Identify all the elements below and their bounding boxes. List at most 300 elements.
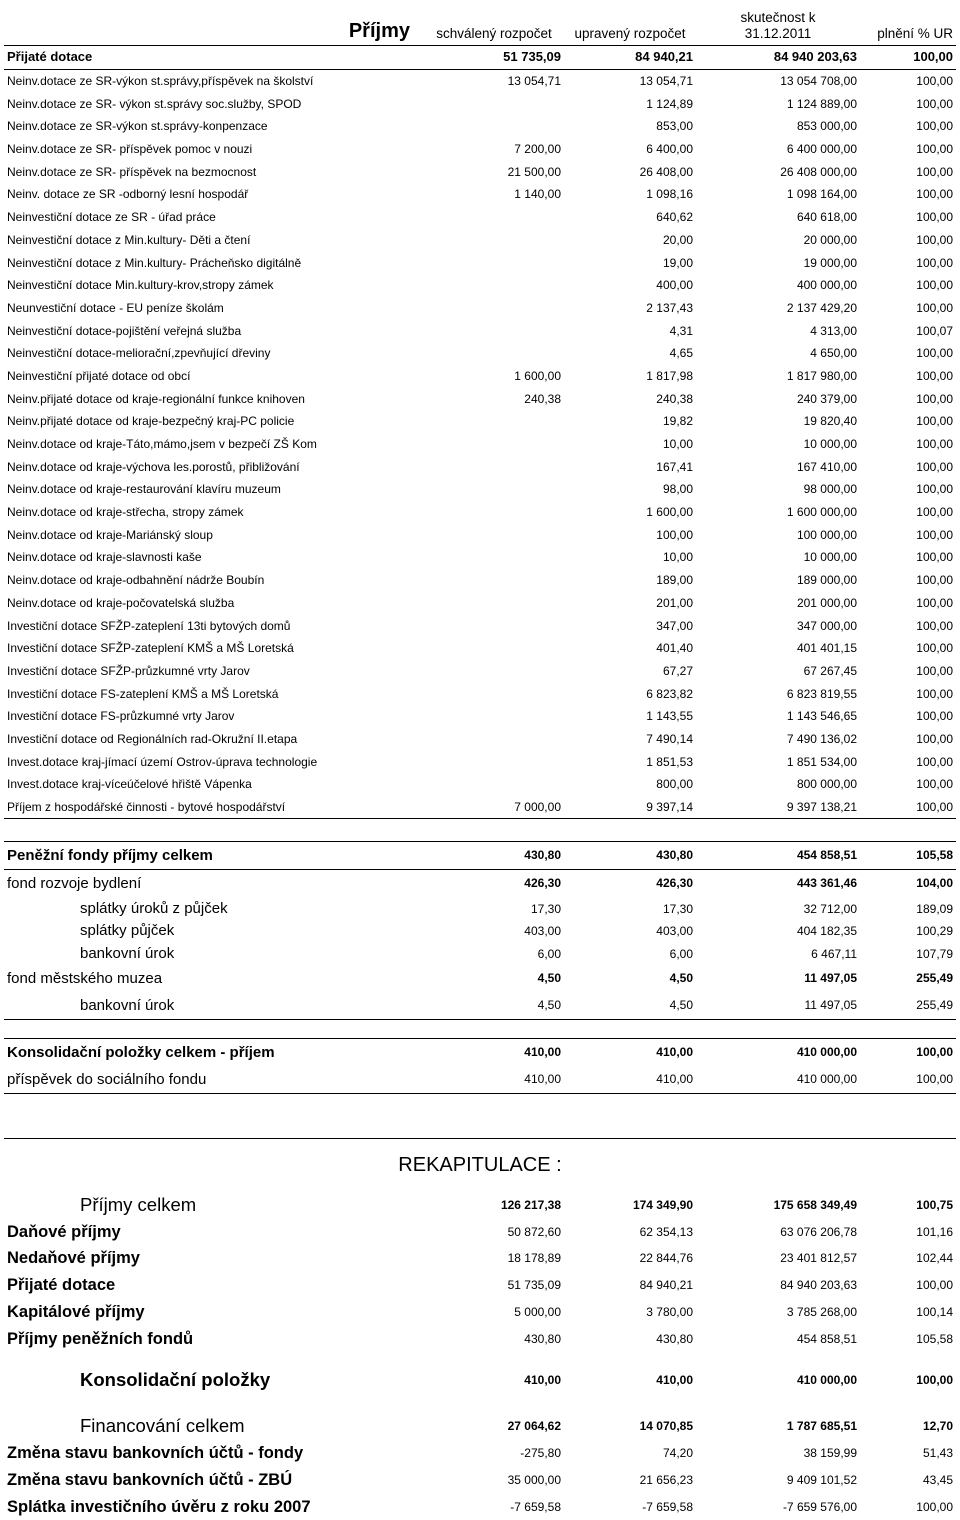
- cell-skutecnost: 410 000,00: [796, 1372, 857, 1387]
- cell-upraveny: 100,00: [656, 527, 693, 542]
- cell-schvaleny: [424, 206, 564, 229]
- row-label: Kapitálové příjmy: [7, 1303, 145, 1322]
- row-label: fond rozvoje bydlení: [7, 875, 142, 893]
- grant-row: [4, 614, 956, 637]
- cell-plneni: 100,00: [916, 663, 953, 678]
- separator-cell: [860, 1352, 956, 1366]
- grant-row: [4, 501, 956, 524]
- cell-upraveny: 1 143,55: [646, 709, 693, 724]
- cell-schvaleny: 6,00: [537, 947, 561, 962]
- cell-skutecnost: -7 659 576,00: [782, 1499, 857, 1514]
- grant-row: [4, 206, 956, 229]
- separator-cell: [4, 1393, 424, 1413]
- separator-cell: [4, 819, 424, 842]
- separator-row: [4, 819, 956, 842]
- recap-financing-sub-row: [4, 1467, 956, 1494]
- cell-upraveny: 74,20: [662, 1446, 693, 1461]
- cell-skutecnost: 1 600 000,00: [786, 505, 857, 520]
- cell-schvaleny: 7 200,00: [514, 142, 561, 157]
- cell-plneni: 12,70: [922, 1419, 953, 1434]
- recap-title-row: [4, 1139, 956, 1192]
- col-header-skutecnost-line1: skutečnost k: [740, 10, 816, 25]
- cell-upraveny: 6,00: [669, 947, 693, 962]
- cell-plneni: 100,00: [916, 618, 953, 633]
- row-label: Invest.dotace kraj-víceúčelové hřiště Vápenka: [7, 777, 252, 792]
- cell-skutecnost: 67 267,45: [803, 663, 857, 678]
- cell-skutecnost: 1 851 534,00: [786, 754, 857, 769]
- cell-plneni: 100,00: [916, 346, 953, 361]
- cell-schvaleny: 410,00: [424, 1039, 564, 1067]
- grant-row: [4, 750, 956, 773]
- cell-plneni: 100,75: [916, 1197, 953, 1212]
- row-label: Neinvestiční dotace-pojištění veřejná služba: [7, 323, 242, 338]
- cell-skutecnost: 4 650,00: [810, 346, 857, 361]
- separator-cell: [696, 1352, 860, 1366]
- cell-schvaleny: [424, 251, 564, 274]
- cell-upraveny: 640,62: [656, 210, 693, 225]
- fund-sub-row: [4, 943, 956, 966]
- cell-skutecnost: 63 076 206,78: [780, 1224, 857, 1239]
- cell-upraveny: -7 659,58: [642, 1499, 693, 1514]
- cell-upraveny: 20,00: [662, 232, 693, 247]
- cell-upraveny: 410,00: [564, 1066, 696, 1094]
- cell-schvaleny: 7 000,00: [424, 796, 564, 819]
- cell-upraveny: 98,00: [662, 482, 693, 497]
- cell-schvaleny: 240,38: [524, 391, 561, 406]
- budget-sheet: [4, 0, 956, 1520]
- separator-cell: [564, 1094, 696, 1139]
- separator-cell: [424, 1393, 564, 1413]
- cell-upraveny: 4,31: [669, 323, 693, 338]
- cell-skutecnost: 1 098 164,00: [786, 187, 857, 202]
- col-header-plneni: plnění % UR: [877, 26, 953, 41]
- cell-plneni: 100,00: [916, 232, 953, 247]
- cell-schvaleny: 5 000,00: [514, 1305, 561, 1320]
- cell-skutecnost: 853 000,00: [796, 119, 857, 134]
- cell-upraveny: 10,00: [662, 550, 693, 565]
- section-total-row: [4, 46, 956, 70]
- cell-schvaleny: 21 500,00: [507, 164, 561, 179]
- cell-plneni: 100,00: [860, 46, 956, 70]
- cell-skutecnost: 1 787 685,51: [786, 1419, 857, 1434]
- cell-upraveny: 347,00: [656, 618, 693, 633]
- row-label: Financování celkem: [80, 1415, 245, 1437]
- cell-plneni: 100,00: [860, 796, 956, 819]
- cell-plneni: 100,00: [916, 391, 953, 406]
- cell-upraveny: 21 656,23: [639, 1473, 693, 1487]
- recap-row: [4, 1325, 956, 1352]
- funds-total-row: [4, 842, 956, 870]
- row-label: Neinv.dotace od kraje-počovatelská služba: [7, 595, 235, 610]
- cell-upraveny: 403,00: [656, 924, 693, 939]
- cell-plneni: 100,00: [916, 255, 953, 270]
- recap-row: [4, 1245, 956, 1272]
- cell-upraveny: 84 940,21: [639, 1278, 693, 1293]
- cell-schvaleny: 4,50: [537, 971, 561, 986]
- cell-plneni: 101,16: [916, 1224, 953, 1239]
- cell-schvaleny: 27 064,62: [507, 1419, 561, 1434]
- separator-cell: [424, 819, 564, 842]
- separator-cell: [424, 1020, 564, 1039]
- row-label: Investiční dotace SFŽP-průzkumné vrty Jarov: [7, 663, 250, 678]
- cell-plneni: 100,00: [916, 187, 953, 202]
- cell-plneni: 100,00: [916, 278, 953, 293]
- row-label: Příjem z hospodářské činnosti - bytové hospodářství: [4, 796, 424, 819]
- cell-schvaleny: [424, 229, 564, 252]
- row-label: Konsolidační položky: [80, 1368, 271, 1390]
- cell-skutecnost: 4 313,00: [810, 323, 857, 338]
- col-header-schvaleny: schválený rozpočet: [436, 26, 552, 41]
- row-label: Přijaté dotace: [7, 1276, 116, 1295]
- cell-upraveny: 400,00: [656, 278, 693, 293]
- cell-upraveny: 4,65: [669, 346, 693, 361]
- row-label: Změna stavu bankovních účtů - fondy: [7, 1444, 304, 1463]
- cell-skutecnost: 100 000,00: [796, 527, 857, 542]
- cell-schvaleny: [424, 433, 564, 456]
- recap-total-row: [4, 1191, 956, 1218]
- row-label: Investiční dotace SFŽP-zateplení KMŠ a MŠ Loretská: [7, 641, 294, 656]
- cell-upraveny: 62 354,13: [639, 1224, 693, 1239]
- cell-plneni: 100,00: [916, 573, 953, 588]
- cell-upraveny: 7 490,14: [646, 731, 693, 746]
- cell-upraveny: 14 070,85: [639, 1419, 693, 1434]
- grant-row: [4, 682, 956, 705]
- cell-skutecnost: 11 497,05: [804, 971, 857, 986]
- cell-schvaleny: 13 054,71: [507, 74, 561, 89]
- cell-plneni: 105,58: [860, 842, 956, 870]
- row-label: Neinv.dotace ze SR- příspěvek pomoc v nouzi: [7, 142, 253, 157]
- cell-skutecnost: 13 054 708,00: [780, 74, 857, 89]
- separator-cell: [4, 1352, 424, 1366]
- cell-skutecnost: 6 400 000,00: [786, 142, 857, 157]
- grant-row: [4, 592, 956, 615]
- row-label: Investiční dotace od Regionálních rad-Okružní II.etapa: [7, 731, 298, 746]
- col-header-skutecnost-line2: 31.12.2011: [744, 26, 812, 41]
- cell-skutecnost: 38 159,99: [803, 1446, 857, 1461]
- separator-row: [4, 1020, 956, 1039]
- cell-skutecnost: 800 000,00: [796, 777, 857, 792]
- cell-upraveny: 3 780,00: [646, 1305, 693, 1320]
- cell-schvaleny: [424, 501, 564, 524]
- cell-schvaleny: [424, 728, 564, 751]
- cell-skutecnost: 443 361,46: [796, 876, 857, 891]
- cell-skutecnost: 454 858,51: [796, 1331, 857, 1346]
- cell-plneni: 100,00: [916, 731, 953, 746]
- cell-upraveny: 201,00: [656, 595, 693, 610]
- row-label: Neinvestiční dotace z Min.kultury- Prácheňsko digitálně: [7, 255, 302, 270]
- cell-schvaleny: 430,80: [524, 1331, 561, 1346]
- recap-row: [4, 1218, 956, 1245]
- cell-schvaleny: 126 217,38: [500, 1197, 561, 1212]
- cell-upraveny: 9 397,14: [564, 796, 696, 819]
- cell-plneni: 100,00: [916, 482, 953, 497]
- row-label: Peněžní fondy příjmy celkem: [4, 842, 424, 870]
- cell-upraveny: 4,50: [564, 992, 696, 1020]
- fund-row: [4, 965, 956, 992]
- row-label: Nedaňové příjmy: [7, 1249, 140, 1268]
- cell-skutecnost: 32 712,00: [803, 901, 857, 916]
- cell-schvaleny: [424, 773, 564, 796]
- cell-schvaleny: 430,80: [424, 842, 564, 870]
- cell-plneni: 100,00: [916, 1372, 953, 1387]
- cell-skutecnost: 410 000,00: [696, 1066, 860, 1094]
- grant-row: [4, 274, 956, 297]
- row-label: Neinv.dotace od kraje-restaurování klavíru muzeum: [7, 482, 281, 497]
- cell-schvaleny: 1 600,00: [514, 368, 561, 383]
- cell-schvaleny: 17,30: [530, 901, 561, 916]
- cell-schvaleny: [424, 478, 564, 501]
- cell-plneni: 100,00: [916, 74, 953, 89]
- cell-skutecnost: 240 379,00: [796, 391, 857, 406]
- cell-schvaleny: 1 140,00: [514, 187, 561, 202]
- cell-skutecnost: 401 401,15: [796, 641, 857, 656]
- cell-plneni: 100,00: [916, 641, 953, 656]
- cell-skutecnost: 410 000,00: [696, 1039, 860, 1067]
- cell-plneni: 51,43: [922, 1446, 953, 1461]
- cell-upraveny: 6 400,00: [646, 142, 693, 157]
- cell-skutecnost: 23 401 812,57: [780, 1251, 857, 1266]
- cell-schvaleny: [424, 342, 564, 365]
- separator-cell: [424, 1352, 564, 1366]
- cell-plneni: 100,00: [916, 686, 953, 701]
- cell-skutecnost: 6 467,11: [811, 947, 857, 962]
- cell-upraveny: 6 823,82: [646, 686, 693, 701]
- cell-plneni: 100,00: [916, 550, 953, 565]
- header-row: [4, 0, 956, 46]
- separator-cell: [860, 1393, 956, 1413]
- row-label: Neinv.dotace od kraje-Táto,mámo,jsem v bezpečí ZŠ Kom: [7, 437, 317, 452]
- income-table: [4, 0, 956, 1520]
- cell-upraveny: 410,00: [656, 1372, 693, 1387]
- cell-skutecnost: 9 409 101,52: [786, 1473, 857, 1487]
- grant-row: [4, 433, 956, 456]
- cell-plneni: 100,00: [916, 437, 953, 452]
- row-label: Investiční dotace FS-průzkumné vrty Jarov: [7, 709, 235, 724]
- grant-row: [4, 115, 956, 138]
- row-label: Splátka investičního úvěru z roku 2007: [7, 1497, 311, 1516]
- separator-row: [4, 1094, 956, 1139]
- row-label: Neinv.dotace od kraje-slavnosti kaše: [7, 550, 202, 565]
- cell-upraveny: 67,27: [662, 663, 693, 678]
- grant-row: [4, 546, 956, 569]
- cell-upraveny: 1 817,98: [646, 368, 693, 383]
- separator-cell: [564, 819, 696, 842]
- cell-upraveny: 401,40: [656, 641, 693, 656]
- cell-plneni: 43,45: [922, 1473, 953, 1487]
- cell-plneni: 255,49: [916, 971, 953, 986]
- row-label: Příjmy celkem: [80, 1193, 197, 1215]
- separator-row: [4, 1393, 956, 1413]
- cell-upraveny: 167,41: [656, 459, 693, 474]
- cell-schvaleny: [424, 546, 564, 569]
- grant-row: [4, 637, 956, 660]
- cell-skutecnost: 3 785 268,00: [786, 1305, 857, 1320]
- cell-schvaleny: [424, 592, 564, 615]
- cell-plneni: 100,00: [916, 119, 953, 134]
- cell-schvaleny: [424, 569, 564, 592]
- cell-upraveny: 853,00: [656, 119, 693, 134]
- cell-skutecnost: 201 000,00: [796, 595, 857, 610]
- cell-skutecnost: 1 817 980,00: [786, 368, 857, 383]
- row-label: Konsolidační položky celkem - příjem: [4, 1039, 424, 1067]
- row-label: Neunvestiční dotace - EU peníze školám: [7, 300, 224, 315]
- row-label: Přijaté dotace: [4, 46, 424, 70]
- cell-skutecnost: 19 000,00: [803, 255, 857, 270]
- row-label: splátky úroků z půjček: [80, 899, 228, 917]
- cell-plneni: 100,07: [916, 323, 953, 338]
- cell-schvaleny: 403,00: [524, 924, 561, 939]
- cell-plneni: 100,00: [860, 1039, 956, 1067]
- row-label: Neinv.dotace ze SR- příspěvek na bezmocnost: [7, 164, 257, 179]
- row-label: Neinv.dotace od kraje-odbahnění nádrže Boubín: [7, 573, 265, 588]
- separator-cell: [696, 819, 860, 842]
- cell-plneni: 104,00: [916, 876, 953, 891]
- row-label: Neinv. dotace ze SR -odborný lesní hospodář: [7, 187, 249, 202]
- separator-cell: [696, 1393, 860, 1413]
- separator-cell: [424, 1094, 564, 1139]
- grant-row: [4, 660, 956, 683]
- cell-schvaleny: 18 178,89: [507, 1251, 561, 1266]
- row-label: Investiční dotace SFŽP-zateplení 13ti bytových domů: [7, 618, 291, 633]
- cell-skutecnost: 10 000,00: [803, 550, 857, 565]
- cell-skutecnost: 7 490 136,02: [786, 731, 857, 746]
- page-title: Příjmy: [348, 20, 410, 42]
- separator-cell: [860, 1094, 956, 1139]
- recap-financing-sub-row: [4, 1493, 956, 1520]
- cell-plneni: 100,00: [916, 505, 953, 520]
- cell-schvaleny: [424, 660, 564, 683]
- cell-schvaleny: [424, 92, 564, 115]
- cell-plneni: 100,00: [916, 142, 953, 157]
- cell-upraveny: 1 851,53: [646, 754, 693, 769]
- cell-skutecnost: 11 497,05: [696, 992, 860, 1020]
- cell-plneni: 100,00: [916, 414, 953, 429]
- cell-skutecnost: 167 410,00: [796, 459, 857, 474]
- grant-row: [4, 455, 956, 478]
- cell-upraveny: 430,80: [564, 842, 696, 870]
- cell-schvaleny: 35 000,00: [507, 1473, 561, 1487]
- cell-schvaleny: 410,00: [424, 1066, 564, 1094]
- separator-row: [4, 1352, 956, 1366]
- cell-schvaleny: [424, 297, 564, 320]
- cell-skutecnost: 9 397 138,21: [696, 796, 860, 819]
- cell-schvaleny: [424, 705, 564, 728]
- cell-schvaleny: [424, 750, 564, 773]
- row-label: Neinv.dotace ze SR-výkon st.správy,příspěvek na školství: [7, 74, 314, 89]
- row-label: Neinvestiční dotace z Min.kultury- Děti a čtení: [7, 232, 251, 247]
- row-label: Změna stavu bankovních účtů - ZBÚ: [7, 1471, 293, 1489]
- cell-skutecnost: 175 658 349,49: [773, 1197, 857, 1212]
- grant-row: [4, 773, 956, 796]
- cell-skutecnost: 84 940 203,63: [696, 46, 860, 70]
- cell-schvaleny: 410,00: [524, 1372, 561, 1387]
- cell-schvaleny: 426,30: [524, 876, 561, 891]
- cell-plneni: 105,58: [916, 1331, 953, 1346]
- col-header-upraveny: upravený rozpočet: [574, 26, 686, 41]
- cell-plneni: 100,00: [916, 164, 953, 179]
- cell-plneni: 100,00: [916, 300, 953, 315]
- cell-skutecnost: 189 000,00: [796, 573, 857, 588]
- grant-row: [4, 229, 956, 252]
- recap-row: [4, 1299, 956, 1326]
- cell-upraveny: 430,80: [656, 1331, 693, 1346]
- cell-upraveny: 426,30: [656, 876, 693, 891]
- cell-upraveny: 22 844,76: [639, 1251, 693, 1266]
- cell-schvaleny: [424, 523, 564, 546]
- cell-plneni: 100,00: [916, 527, 953, 542]
- cell-plneni: 100,00: [916, 1499, 953, 1514]
- row-label: splátky půjček: [80, 922, 175, 940]
- row-label: Neinv.dotace ze SR- výkon st.správy soc.služby, SPOD: [7, 96, 302, 111]
- cell-upraveny: 19,82: [662, 414, 693, 429]
- row-label: Daňové příjmy: [7, 1222, 121, 1241]
- separator-cell: [860, 1020, 956, 1039]
- cell-skutecnost: 19 820,40: [803, 414, 857, 429]
- row-label: Neinvestiční dotace Min.kultury-krov,stropy zámek: [7, 278, 274, 293]
- grant-row: [4, 342, 956, 365]
- cell-plneni: 100,00: [860, 1066, 956, 1094]
- cell-plneni: 102,44: [916, 1251, 953, 1266]
- row-label: Neinv.přijaté dotace od kraje-bezpečný kraj-PC policie: [7, 414, 295, 429]
- row-label: Neinvestiční dotace ze SR - úřad práce: [7, 210, 216, 225]
- cell-upraveny: 174 349,90: [632, 1197, 693, 1212]
- row-label: bankovní úrok: [80, 945, 175, 963]
- cell-schvaleny: [424, 455, 564, 478]
- row-label: bankovní úrok: [4, 992, 424, 1020]
- grant-row: [4, 319, 956, 342]
- grant-row: [4, 796, 956, 819]
- separator-cell: [4, 1094, 424, 1139]
- col-header-skutecnost: [696, 0, 860, 46]
- grant-row: [4, 160, 956, 183]
- grant-row: [4, 478, 956, 501]
- cell-skutecnost: 20 000,00: [803, 232, 857, 247]
- grant-row: [4, 523, 956, 546]
- row-label: Neinv.přijaté dotace od kraje-regionální funkce knihoven: [7, 391, 305, 406]
- cell-schvaleny: [424, 319, 564, 342]
- cell-upraveny: 10,00: [662, 437, 693, 452]
- grant-row: [4, 387, 956, 410]
- cell-schvaleny: 51 735,09: [507, 1278, 561, 1293]
- recap-consolidation-row: [4, 1366, 956, 1393]
- cell-skutecnost: 454 858,51: [696, 842, 860, 870]
- consolidation-row: [4, 1066, 956, 1094]
- cell-upraveny: 26 408,00: [639, 164, 693, 179]
- row-label: Příjmy peněžních fondů: [7, 1329, 194, 1348]
- cell-skutecnost: 347 000,00: [796, 618, 857, 633]
- row-label: Neinv.dotace od kraje-výchova les.porostů, přibližování: [7, 459, 300, 474]
- cell-skutecnost: 10 000,00: [803, 437, 857, 452]
- cell-upraveny: 189,00: [656, 573, 693, 588]
- cell-plneni: 100,00: [916, 210, 953, 225]
- cell-skutecnost: 6 823 819,55: [786, 686, 857, 701]
- consolidation-total-row: [4, 1039, 956, 1067]
- cell-upraveny: 2 137,43: [646, 300, 693, 315]
- grant-row: [4, 569, 956, 592]
- cell-skutecnost: 98 000,00: [803, 482, 857, 497]
- cell-schvaleny: -275,80: [520, 1446, 561, 1461]
- cell-schvaleny: [424, 274, 564, 297]
- cell-upraveny: 410,00: [564, 1039, 696, 1067]
- cell-schvaleny: -7 659,58: [510, 1499, 561, 1514]
- separator-cell: [860, 819, 956, 842]
- cell-schvaleny: 4,50: [424, 992, 564, 1020]
- fund-sub-row: [4, 897, 956, 920]
- row-label: příspěvek do sociálního fondu: [4, 1066, 424, 1094]
- separator-cell: [564, 1352, 696, 1366]
- cell-skutecnost: 404 182,35: [796, 924, 857, 939]
- cell-plneni: 100,00: [916, 709, 953, 724]
